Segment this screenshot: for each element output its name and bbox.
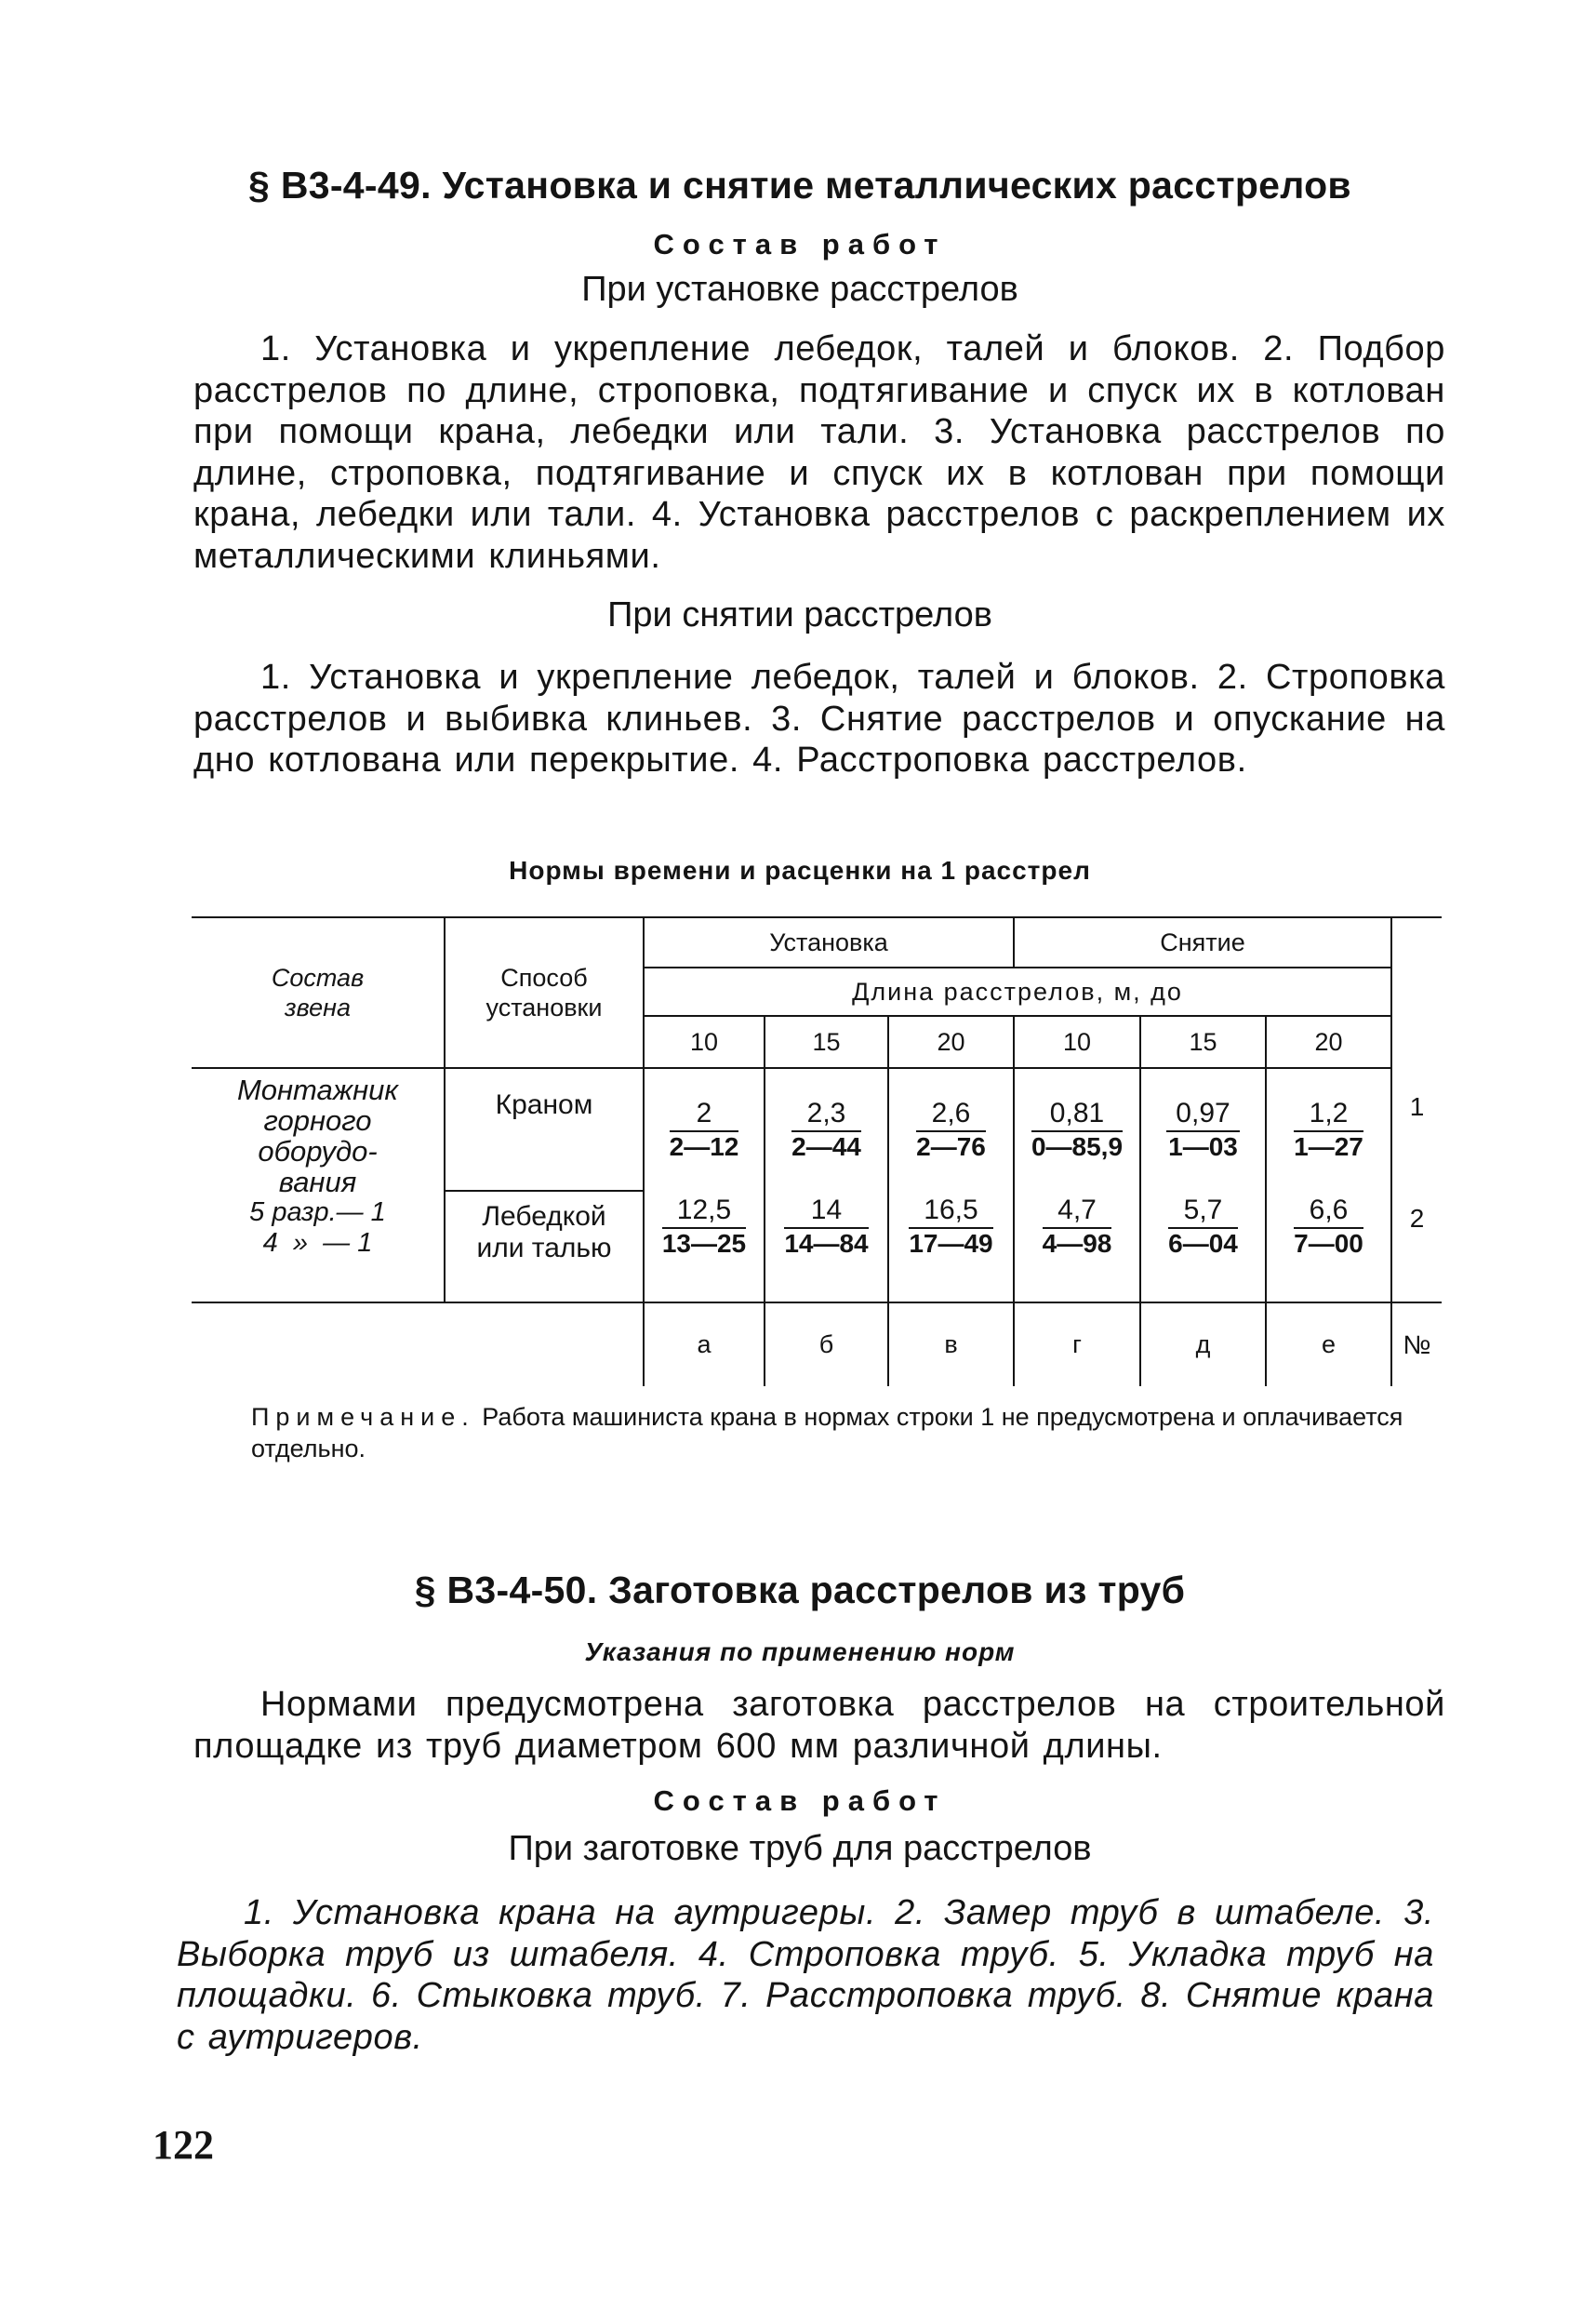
pipes-text: 1. Установка крана на аутригеры. 2. Замер труб в штабеле. 3. Выборка труб из штабеля. 4. Строповка труб. 5. Укладка труб на площадки. 6. Стыковка труб. 7. Расстроповка труб. 8. Снятие крана с аутригеров.	[177, 1893, 1434, 2057]
column-letter: б	[765, 1302, 888, 1386]
table-note	[251, 1401, 1451, 1464]
norm-cell: $\frac{0,97}{1—03}$	[1140, 1068, 1266, 1191]
table-caption: Нормы времени и расценки на 1 расстрел	[509, 856, 1091, 885]
composition-heading-2: Состав работ	[653, 1784, 947, 1817]
length-cell: 15	[1140, 1016, 1266, 1068]
section-title-b3-4-50: § В3-4-50. Заготовка расстрелов из труб	[414, 1569, 1186, 1611]
row-number: 2	[1391, 1191, 1442, 1302]
length-cell: 10	[1014, 1016, 1140, 1068]
header-crew: Состав звена	[192, 917, 445, 1068]
length-cell: 20	[1266, 1016, 1391, 1068]
norm-cell: $\frac{2}{2—12}$	[644, 1068, 765, 1191]
norm-cell: $\frac{12,5}{13—25}$	[644, 1191, 765, 1302]
guidance-text: Нормами предусмотрена заготовка расстрелов на строительной площадке из труб диаметром 600 мм различной длины.	[193, 1685, 1445, 1766]
norm-cell: $\frac{2,6}{2—76}$	[888, 1068, 1014, 1191]
crew-name: Монтажник горного оборудо-вания	[236, 1074, 399, 1198]
composition-heading: Состав работ	[653, 228, 947, 260]
section-title-b3-4-49: § В3-4-49. Установка и снятие металлических расстрелов	[248, 164, 1351, 207]
norm-cell: $\frac{14}{14—84}$	[765, 1191, 888, 1302]
column-letter: д	[1140, 1302, 1266, 1386]
column-letter: г	[1014, 1302, 1140, 1386]
row-number: 1	[1409, 1092, 1425, 1121]
install-text: 1. Установка и укрепление лебедок, талей и блоков. 2. Подбор расстрелов по длине, строповка, подтягивание и спуск их в котлован при помощи крана, лебедки или тали. 3. Установка расстрелов по длине, строповка, подтягивание и спуск их в котлован при помощи крана, лебедки или тали. 4. Установка расстрелов с раскреплением их металлическими клиньями.	[193, 329, 1445, 576]
norm-cell: $\frac{2,3}{2—44}$	[765, 1068, 888, 1191]
length-cell: 10	[644, 1016, 765, 1068]
length-cell: 15	[765, 1016, 888, 1068]
header-install-group: Установка	[644, 917, 1014, 968]
length-cell: 20	[888, 1016, 1014, 1068]
method-winch: Лебедкой или талью	[445, 1191, 644, 1302]
header-remove-group: Снятие	[1014, 917, 1391, 968]
crew-cell	[192, 1068, 445, 1302]
norms-table	[192, 916, 1442, 1386]
norm-cell: $\frac{6,6}{7—00}$	[1266, 1191, 1391, 1302]
note-label: Примечание.	[251, 1403, 475, 1431]
norm-cell: $\frac{4,7}{4—98}$	[1014, 1191, 1140, 1302]
norm-cell: $\frac{16,5}{17—49}$	[888, 1191, 1014, 1302]
page-number: 122	[153, 2122, 214, 2168]
norm-cell: $\frac{5,7}{6—04}$	[1140, 1191, 1266, 1302]
norm-cell: $\frac{0,81}{0—85,9}$	[1014, 1068, 1140, 1191]
guidance-heading: Указания по применению норм	[584, 1637, 1016, 1666]
note-text: Работа машиниста крана в нормах строки 1 не предусмотрена и оплачивается отдельно.	[251, 1403, 1403, 1462]
install-heading: При установке расстрелов	[581, 270, 1018, 309]
number-symbol: №	[1403, 1329, 1431, 1359]
remove-heading: При снятии расстрелов	[607, 595, 992, 634]
crew-grade: 5 разр.— 1	[249, 1197, 386, 1227]
column-letter: е	[1266, 1302, 1391, 1386]
column-letter: а	[644, 1302, 765, 1386]
column-letter: в	[888, 1302, 1014, 1386]
crew-grade: 4 » — 1	[262, 1228, 373, 1258]
method-crane: Краном	[445, 1068, 644, 1191]
pipes-heading: При заготовке труб для расстрелов	[508, 1829, 1092, 1868]
header-method: Способ установки	[445, 917, 644, 1068]
header-length: Длина расстрелов, м, до	[644, 968, 1391, 1016]
norm-cell: $\frac{1,2}{1—27}$	[1266, 1068, 1391, 1191]
remove-text: 1. Установка и укрепление лебедок, талей и блоков. 2. Строповка расстрелов и выбивка клиньев. 3. Снятие расстрелов и опускание на дно котлована или перекрытие. 4. Расстроповка расстрелов.	[193, 658, 1445, 780]
